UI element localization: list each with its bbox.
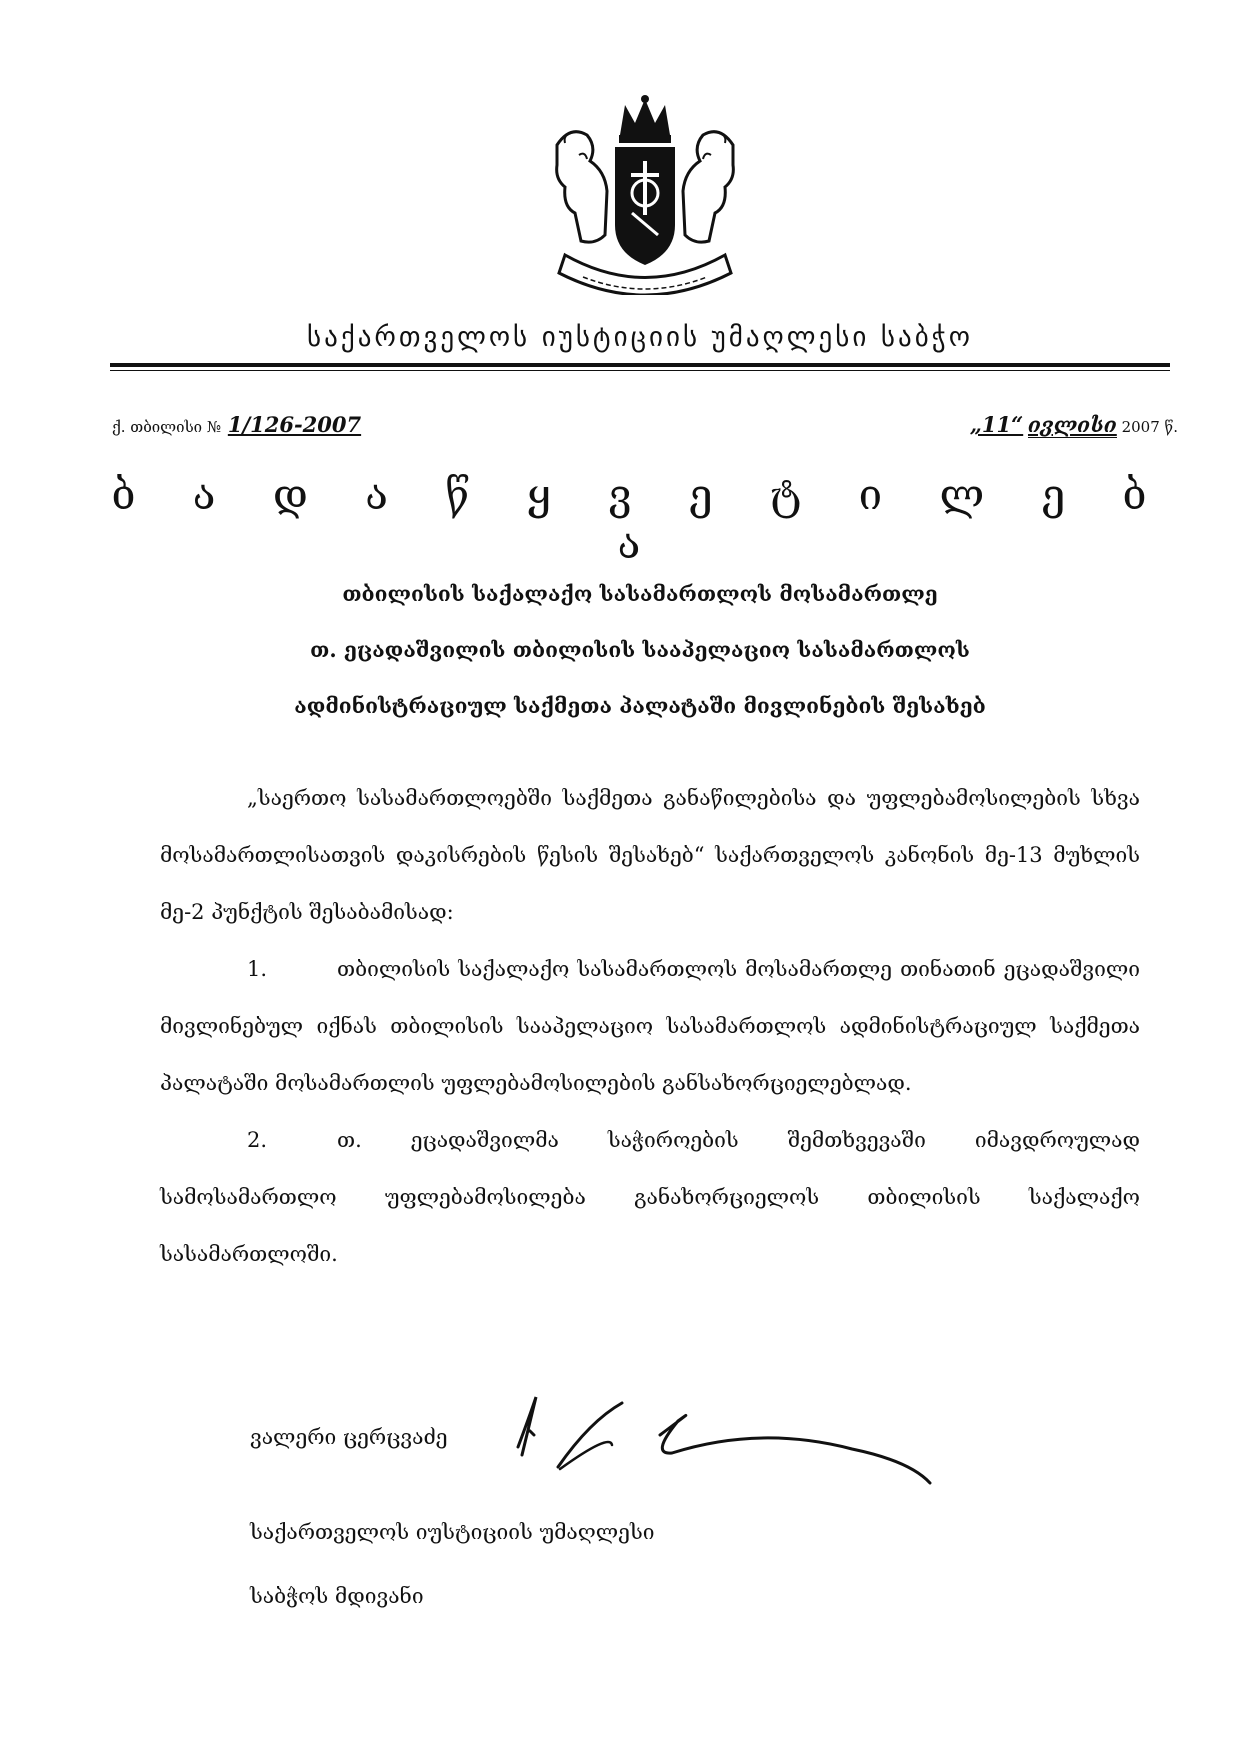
date-year: 2007 წ.: [1121, 418, 1178, 436]
signer-name: ვალერი ცერცვაძე: [250, 1425, 448, 1449]
signer-position: [250, 1500, 654, 1628]
subject-line: ადმინისტრაციულ საქმეთა პალატაში მივლინების შესახებ: [294, 693, 986, 718]
date-month: ივლისი: [1027, 412, 1117, 437]
decree-item: [160, 1112, 1140, 1283]
header-rule-thick: [110, 363, 1170, 367]
decree-item: [160, 941, 1140, 1112]
item-text: თ. ეცადაშვილმა საჭიროების შემთხვევაში იმავდროულად სამოსამართლო უფლებამოსილება განახორციელოს თბილისის საქალაქო სასამართლოში.: [160, 1128, 1140, 1266]
item-number: 2.: [247, 1128, 268, 1152]
georgia-coat-of-arms-icon: [535, 95, 755, 295]
subject-line: თ. ეცადაშვილის თბილისის სააპელაციო სასამართლოს: [310, 637, 970, 662]
document-number-block: [112, 412, 361, 437]
date-day: „11“: [969, 412, 1024, 437]
document-date-block: [970, 412, 1178, 438]
header-rule-thin: [110, 370, 1170, 371]
position-line: საბჭოს მდივანი: [250, 1584, 424, 1608]
position-line: საქართველოს იუსტიციის უმაღლესი: [250, 1520, 655, 1544]
handwritten-signature-icon: [500, 1385, 950, 1495]
issuer-title: საქართველოს იუსტიციის უმაღლესი საბჭო: [307, 322, 973, 353]
city-label: ქ. თბილისი №: [112, 418, 222, 436]
item-text: თბილისის საქალაქო სასამართლოს მოსამართლე თინათინ ეცადაშვილი მივლინებულ იქნას თბილისის სააპელაციო სასამართლოს ადმინისტრაციულ საქმეთა პალატაში მოსამართლის უფლებამოსილების განსახორციელებლად.: [160, 957, 1140, 1095]
decree-subject: [150, 566, 1130, 734]
document-title: ბ ა დ ა წ ყ ვ ე ტ ი ლ ე ბ ა: [111, 470, 1169, 568]
item-number: 1.: [247, 957, 268, 981]
subject-line: თბილისის საქალაქო სასამართლოს მოსამართლე: [342, 581, 938, 606]
preamble-paragraph: „საერთო სასამართლოებში საქმეთა განაწილებისა და უფლებამოსილების სხვა მოსამართლისათვის დაკისრების წესის შესახებ“ საქართველოს კანონის მე-13 მუხლის მე-2 პუნქტის შესაბამისად:: [160, 786, 1140, 924]
document-number: 1/126-2007: [227, 412, 362, 437]
decree-body: [160, 770, 1140, 1283]
